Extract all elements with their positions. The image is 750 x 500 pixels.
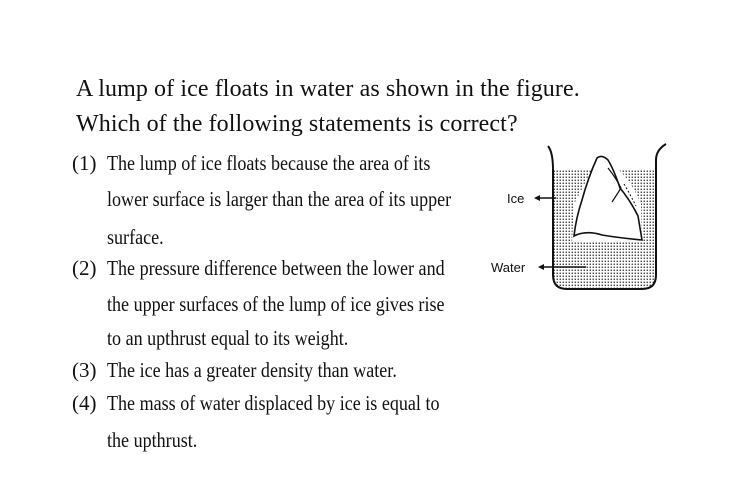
option-1-number: (1) xyxy=(72,151,97,175)
option-4-line-1: The mass of water displaced by ice is equal to xyxy=(107,391,440,415)
water-label: Water xyxy=(491,260,526,275)
ice-arrowhead-icon xyxy=(534,195,540,201)
option-2-line-3: to an upthrust equal to its weight. xyxy=(107,326,349,350)
ice-beaker-figure xyxy=(490,140,680,300)
water-arrowhead-icon xyxy=(538,264,544,270)
question-line-2: Which of the following statements is correct? xyxy=(76,111,518,137)
option-4-line-2: the upthrust. xyxy=(107,428,198,452)
question-line-1: A lump of ice floats in water as shown in the figure. xyxy=(76,76,580,102)
option-2-line-1: The pressure difference between the lower and xyxy=(107,256,445,280)
option-2-line-2: the upper surfaces of the lump of ice gives rise xyxy=(107,292,445,316)
ice-label: Ice xyxy=(507,191,525,206)
option-4-number: (4) xyxy=(72,391,97,415)
option-1-line-2: lower surface is larger than the area of its upper xyxy=(107,187,452,211)
option-3-line-1: The ice has a greater density than water. xyxy=(107,358,397,382)
option-1-line-3: surface. xyxy=(107,225,164,249)
option-1-line-1: The lump of ice floats because the area of its xyxy=(107,151,431,175)
option-3-number: (3) xyxy=(72,358,97,382)
option-2-number: (2) xyxy=(72,256,97,280)
